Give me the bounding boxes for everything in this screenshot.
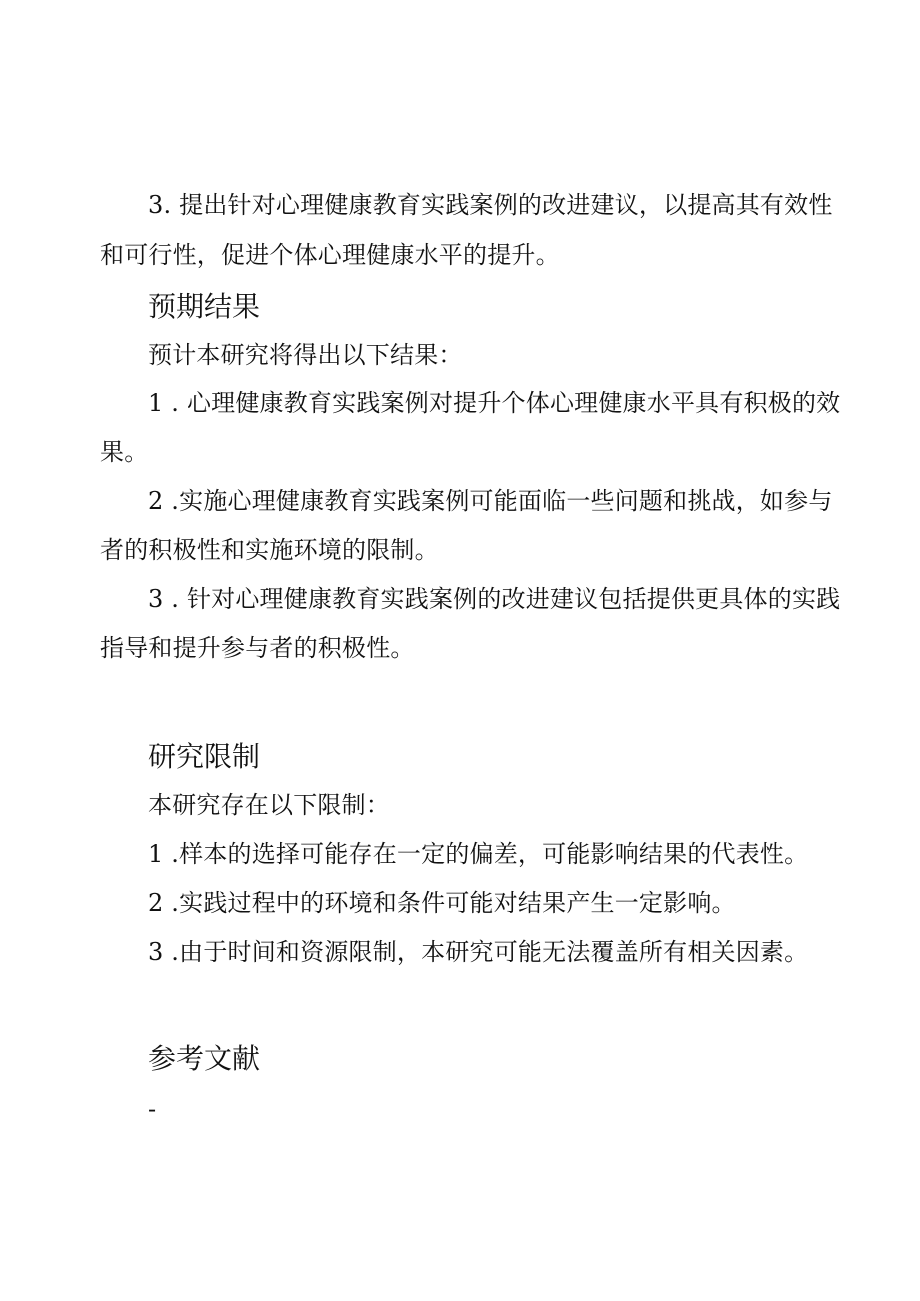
references-heading: 参考文献 — [148, 1042, 261, 1075]
expected-results-lead: 预计本研究将得出以下结果： — [148, 341, 463, 369]
expected-item-2-line-2: 者的积极性和实施环境的限制。 — [100, 536, 439, 564]
objective-item-3-line-2: 和可行性，促进个体心理健康水平的提升。 — [100, 241, 560, 269]
research-limits-lead: 本研究存在以下限制： — [148, 791, 390, 819]
expected-item-1-line-1: 1 . 心理健康教育实践案例对提升个体心理健康水平具有积极的效 — [148, 389, 841, 417]
expected-results-heading: 预期结果 — [148, 290, 261, 323]
limit-item-3: 3 .由于时间和资源限制，本研究可能无法覆盖所有相关因素。 — [148, 938, 809, 966]
expected-item-3-line-2: 指导和提升参与者的积极性。 — [100, 634, 415, 662]
objective-item-3-line-1: 3. 提出针对心理健康教育实践案例的改进建议，以提高其有效性 — [148, 191, 833, 219]
expected-item-2-line-1: 2 .实施心理健康教育实践案例可能面临一些问题和挑战，如参与 — [148, 487, 833, 515]
expected-item-1-line-2: 果。 — [100, 438, 149, 466]
limit-item-1: 1 .样本的选择可能存在一定的偏差，可能影响结果的代表性。 — [148, 840, 809, 868]
limit-item-2: 2 .实践过程中的环境和条件可能对结果产生一定影响。 — [148, 889, 736, 917]
references-placeholder: - — [148, 1095, 157, 1123]
research-limits-heading: 研究限制 — [148, 740, 261, 773]
expected-item-3-line-1: 3 . 针对心理健康教育实践案例的改进建议包括提供更具体的实践 — [148, 585, 841, 613]
